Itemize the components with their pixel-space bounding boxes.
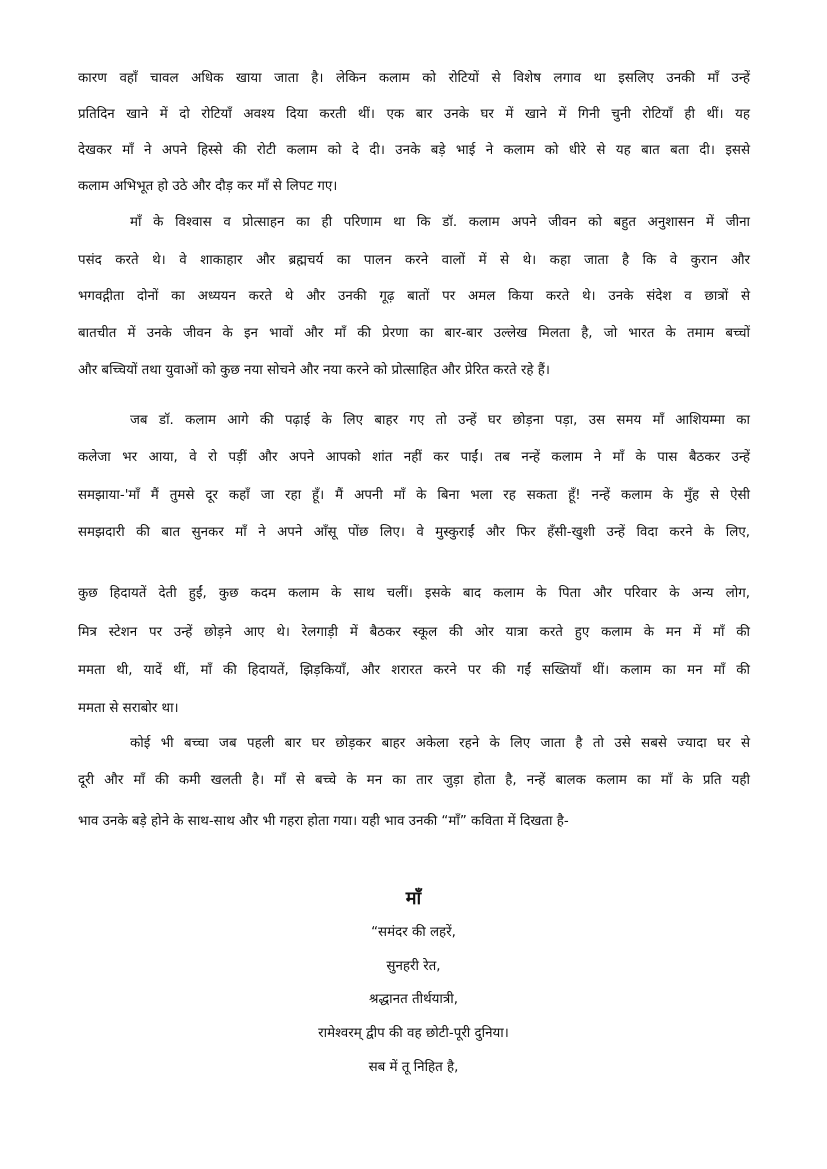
text-line: पसंद करते थे। वे शाकाहार और ब्रह्मचर्य का पालन करने वालों में से थे। कहा जाता है कि वे कुरान और bbox=[78, 253, 750, 268]
text-line: बातचीत में उनके जीवन के इन भावों और माँ की प्रेरणा का बार-बार उल्लेख मिलता है, जो भारत के तमाम बच्चों bbox=[78, 326, 750, 341]
text-line: ममता से सराबोर था। bbox=[78, 701, 179, 716]
text-line: भगवद्गीता दोनों का अध्ययन करते थे और उनकी गूढ़ बातों पर अमल किया करते थे। उनके संदेश व छात्रों से bbox=[78, 289, 750, 304]
text-line: मित्र स्टेशन पर उन्हें छोड़ने आए थे। रेलगाड़ी में बैठकर स्कूल की ओर यात्रा करते हुए कलाम के मन में माँ की bbox=[78, 625, 750, 640]
text-line: ममता थी, यादें थीं, माँ की हिदायतें, झिड़कियाँ, और शरारत करने पर की गईं सख्तियाँ थीं। कलाम का मन माँ की bbox=[78, 663, 750, 678]
poem-line: सब में तू निहित है, bbox=[368, 1060, 459, 1075]
text-line: कारण वहाँ चावल अधिक खाया जाता है। लेकिन कलाम को रोटियों से विशेष लगाव था इसलिए उनकी माँ उन्हें bbox=[78, 71, 750, 86]
text-line: समझाया-'माँ मैं तुमसे दूर कहाँ जा रहा हूँ। मैं अपनी माँ के बिना भला रह सकता हूँ! नन्हें कलाम के मुँह से ऐसी bbox=[78, 488, 750, 503]
text-line: कोई भी बच्चा जब पहली बार घर छोड़कर बाहर अकेला रहने के लिए जाता है तो उसे सबसे ज्यादा घर से bbox=[130, 736, 750, 751]
text-line: कुछ हिदायतें देती हुईं, कुछ कदम कलाम के साथ चलीं। इसके बाद कलाम के पिता और परिवार के अन्य लोग, bbox=[78, 586, 750, 601]
text-line: माँ के विश्वास व प्रोत्साहन का ही परिणाम था कि डॉ. कलाम अपने जीवन को बहुत अनुशासन में जीना bbox=[130, 215, 750, 230]
text-line: कलेजा भर आया, वे रो पड़ीं और अपने आपको शांत नहीं कर पाईं। तब नन्हें कलाम ने माँ के पास बैठकर उन्हें bbox=[78, 450, 750, 465]
text-line: और बच्चियों तथा युवाओं को कुछ नया सोचने और नया करने को प्रोत्साहित और प्रेरित करते रहे हैं। bbox=[78, 363, 550, 378]
poem-line: श्रद्धानत तीर्थयात्री, bbox=[369, 992, 458, 1007]
text-line: देखकर माँ ने अपने हिस्से की रोटी कलाम को दे दी। उनके बड़े भाई ने कलाम को धीरे से यह बात बता दी। इससे bbox=[78, 143, 750, 158]
poem-title: माँ bbox=[405, 888, 422, 909]
poem-line: रामेश्वरम् द्वीप की वह छोटी-पूरी दुनिया। bbox=[318, 1026, 509, 1041]
text-line: प्रतिदिन खाने में दो रोटियाँ अवश्य दिया करती थीं। एक बार उनके घर में खाने में गिनी चुनी रोटियाँ ही थीं। यह bbox=[78, 107, 750, 122]
text-line: जब डॉ. कलाम आगे की पढ़ाई के लिए बाहर गए तो उन्हें घर छोड़ना पड़ा, उस समय माँ आशियम्मा का bbox=[130, 413, 750, 428]
text-line: कलाम अभिभूत हो उठे और दौड़ कर माँ से लिपट गए। bbox=[78, 179, 338, 194]
poem-line: “समंदर की लहरें, bbox=[371, 925, 456, 940]
text-line: भाव उनके बड़े होने के साथ-साथ और भी गहरा होता गया। यही भाव उनकी “माँ” कविता में दिखता है- bbox=[78, 814, 569, 829]
text-line: दूरी और माँ की कमी खलती है। माँ से बच्चे के मन का तार जुड़ा होता है, नन्हें बालक कलाम का माँ के प्रति यही bbox=[78, 773, 750, 788]
poem-line: सुनहरी रेत, bbox=[386, 959, 441, 974]
text-line: समझदारी की बात सुनकर माँ ने अपने आँसू पोंछ लिए। वे मुस्कुराईं और फिर हँसी-खुशी उन्हें विदा करने के लिए, bbox=[78, 525, 750, 540]
